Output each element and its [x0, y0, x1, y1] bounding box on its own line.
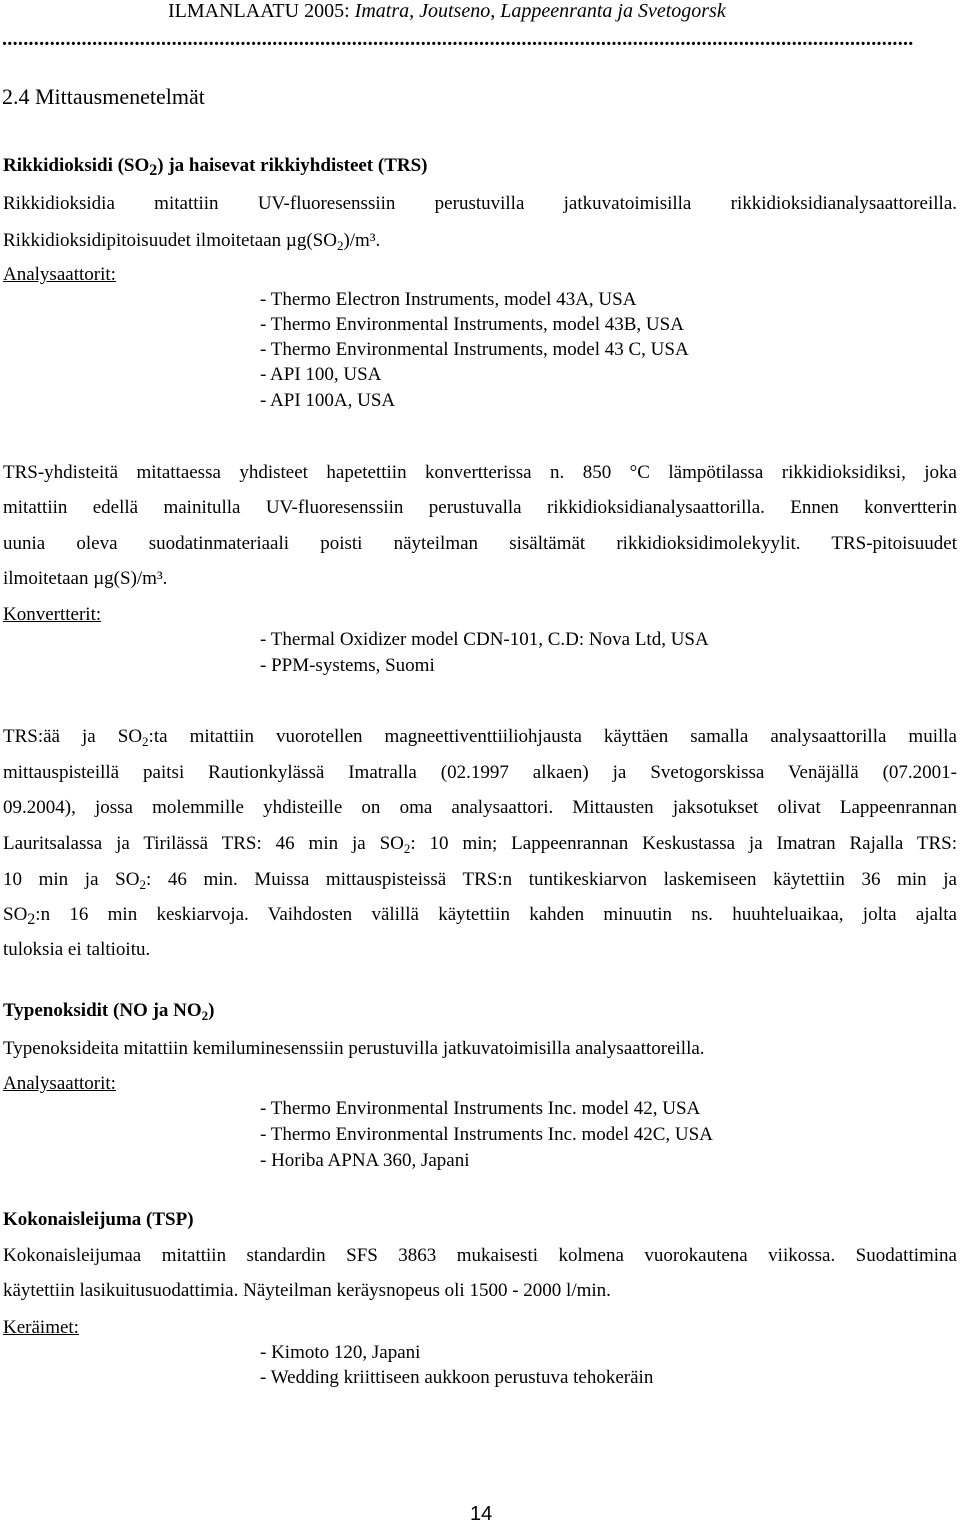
so2-analyzer-item: - Thermo Electron Instruments, model 43A, USA — [260, 289, 637, 310]
trs-so2-line: mittauspisteillä paitsi Rautionkylässä Imatralla (02.1997 alkaen) ja Svetogorskissa Venäjällä (07.2001- — [3, 762, 957, 783]
so2-text-line1: Rikkidioksidia mitattiin UV-fluoresenssiin perustuvilla jatkuvatoimisilla rikkidioksidianalysaattoreilla. — [3, 193, 957, 214]
header-italic: Imatra, Joutseno, Lappeenranta ja Svetogorsk — [354, 0, 726, 22]
nox-heading: Typenoksidit (NO ja $NO_2$) — [3, 1000, 215, 1023]
header-dotted-rule: ............................................................................................................................................................................ — [2, 28, 914, 50]
running-header — [168, 0, 726, 23]
trs-so2-line: Lauritsalassa ja Tirilässä TRS: 46 min ja $SO_2$: 10 min; Lappeenrannan Keskustassa ja Imatran Rajalla TRS: — [3, 833, 957, 856]
converter-item: - Thermal Oxidizer model CDN-101, C.D: Nova Ltd, USA — [260, 629, 709, 650]
so2-text-line2: Rikkidioksidipitoisuudet ilmoitetaan $\mu g(SO_2)/m^3$. — [3, 230, 381, 253]
trs-so2-line: $SO_2:n$ 16 min keskiarvoja. Vaihdosten välillä käytettiin kahden minuutin ns. huuhteluaikaa, jolta ajalta — [3, 904, 957, 928]
so2-analyzer-item: - API 100, USA — [260, 364, 382, 385]
so2-heading: Rikkidioksidi $(SO_2)$ ja haisevat rikkiyhdisteet (TRS) — [3, 155, 428, 179]
nox-analyzer-item: - Thermo Environmental Instruments Inc. model 42C, USA — [260, 1124, 713, 1145]
section-title: 2.4 Mittausmenetelmät — [2, 84, 205, 109]
trs-text-line: TRS-yhdisteitä mitattaessa yhdisteet hapetettiin konvertterissa n. 850 °C lämpötilassa rikkidioksidiksi, joka — [3, 462, 957, 483]
trs-so2-line: 09.2004), jossa molemmille yhdisteille on oma analysaattori. Mittausten jaksotukset olivat Lappeenrannan — [3, 797, 957, 818]
collector-item: - Kimoto 120, Japani — [260, 1342, 421, 1363]
nox-analyzers-label: Analysaattorit: — [3, 1073, 116, 1094]
header-prefix: ILMANLAATU 2005: — [168, 0, 355, 22]
so2-analyzer-item: - Thermo Environmental Instruments, model 43 C, USA — [260, 339, 689, 360]
trs-text-line: mitattiin edellä mainitulla UV-fluoresenssiin perustuvalla rikkidioksidianalysaattorilla. Ennen konvertterin — [3, 497, 957, 518]
converters-label: Konvertterit: — [3, 604, 102, 625]
converter-item: - PPM-systems, Suomi — [260, 655, 435, 676]
nox-text-line: Typenoksideita mitattiin kemiluminesenssiin perustuvilla jatkuvatoimisilla analysaattoreilla. — [3, 1038, 705, 1059]
trs-so2-line: tuloksia ei taltioitu. — [3, 939, 151, 960]
so2-analyzer-item: - Thermo Environmental Instruments, model 43B, USA — [260, 314, 684, 335]
so2-analyzer-item: - API 100A, USA — [260, 390, 396, 411]
tsp-heading: Kokonaisleijuma (TSP) — [3, 1209, 194, 1230]
trs-text-last-line: ilmoitetaan µg(S)/m³. — [3, 568, 168, 589]
trs-so2-line: 10 min ja $SO_2$: 46 min. Muissa mittauspisteissä TRS:n tuntikeskiarvon laskemiseen käytettiin 36 min ja — [3, 869, 957, 892]
nox-analyzer-item: - Thermo Environmental Instruments Inc. model 42, USA — [260, 1098, 701, 1119]
collectors-label: Keräimet: — [3, 1317, 79, 1338]
so2-analyzers-label: Analysaattorit: — [3, 264, 116, 285]
nox-analyzer-item: - Horiba APNA 360, Japani — [260, 1150, 470, 1171]
trs-so2-line: TRS:ää ja $SO_2:ta$ mitattiin vuorotellen magneettiventtiiliohjausta käyttäen samalla analysaattorilla muilla — [3, 726, 957, 749]
page-number: 14 — [470, 1503, 493, 1525]
trs-text-line: uunia oleva suodatinmateriaali poisti näyteilman sisältämät rikkidioksidimolekyylit. TRS-pitoisuudet — [3, 533, 957, 554]
tsp-text-line: Kokonaisleijumaa mitattiin standardin SFS 3863 mukaisesti kolmena vuorokautena viikossa. Suodattimina — [3, 1245, 957, 1266]
tsp-text-line: käytettiin lasikuitusuodattimia. Näyteilman keräysnopeus oli 1500 - 2000 l/min. — [3, 1280, 611, 1301]
collector-item: - Wedding kriittiseen aukkoon perustuva tehokeräin — [260, 1367, 654, 1388]
